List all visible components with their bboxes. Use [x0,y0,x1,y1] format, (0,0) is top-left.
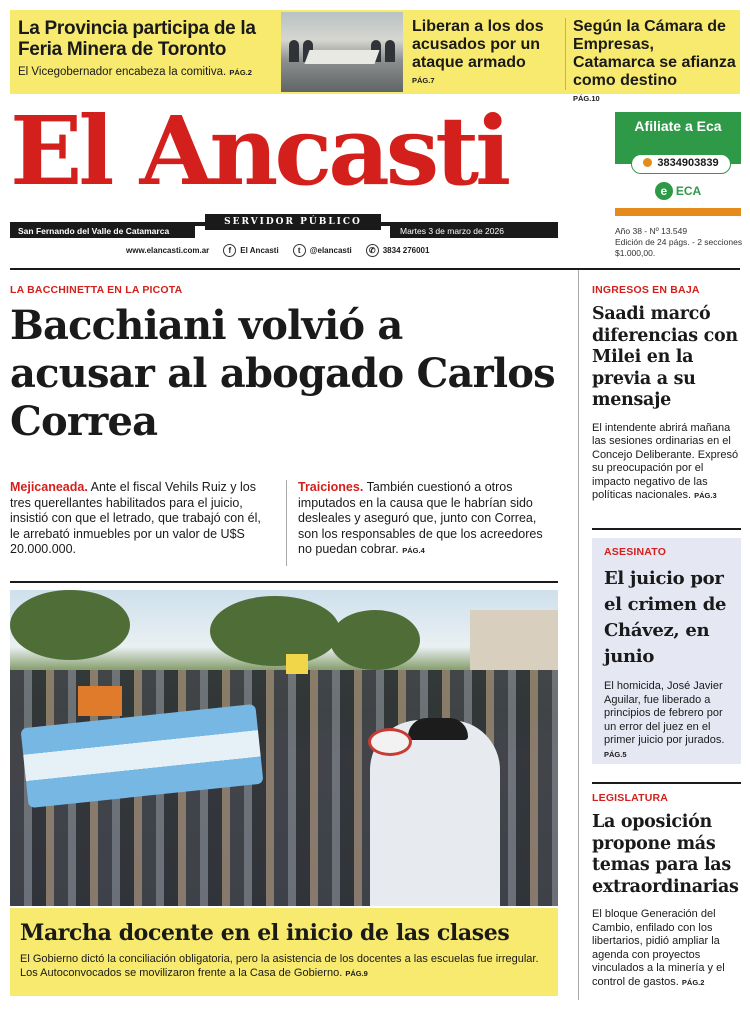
facebook-icon: f [223,244,236,257]
side-headline: El juicio por el crimen de Chávez, en junio [604,568,727,667]
divider [592,782,741,784]
facebook-link[interactable]: f El Ancasti [223,244,278,257]
page-ref: PÁG.7 [412,76,435,85]
main-headline: Bacchiani volvió a acusar al abogado Carlos Correa [10,302,555,445]
ad-stripe [615,208,741,216]
photo-story-title: Marcha docente en el inicio de las clases [20,920,510,946]
eca-advertisement[interactable] [615,112,741,216]
page-ref: PÁG.10 [573,94,600,103]
main-story-body [10,480,558,570]
side-story-saadi[interactable] [580,284,741,503]
side-kicker: LEGISLATURA [592,792,669,804]
ad-brand: e ECA [615,182,741,200]
main-kicker: LA BACCHINETTA EN LA PICOTA [10,284,183,296]
divider [10,581,558,583]
main-story[interactable] [10,284,558,446]
twitter-link[interactable]: t @elancasti [293,244,352,257]
ad-headline: Afiliate a Eca [615,112,741,164]
column-divider [286,480,287,566]
teachers-march-photo[interactable] [10,590,558,906]
teaser-subtitle: El Vicegobernador encabeza la comitiva. PÁG.2 [18,66,252,78]
side-story-legislatura[interactable] [580,792,741,989]
top-teaser-bar [10,10,740,103]
photo-story-text: El Gobierno dictó la conciliación obligatoria, pero la asistencia de los docentes a las escuelas fue irregular. Los Autoconvocados se movilizaron frente a la Casa de Gobierno. PÁG.9 [20,953,539,979]
teaser-photo-meeting [281,12,403,92]
photo-story-caption[interactable] [10,908,558,996]
edition-price: $1.000,00. [615,248,656,258]
teaser-title: Liberan a los dos acusados por un ataque armado [412,18,544,71]
side-headline: Saadi marcó diferencias con Milei en la previa a su mensaje [592,304,738,410]
side-text: El homicida, José Javier Aguilar, fue liberado a principios de febrero por un error del juez en el primer juicio por jurados. PÁG.5 [604,680,725,759]
whatsapp-icon: ✆ [366,244,379,257]
place-label: San Fernando del Valle de Catamarca [10,224,195,238]
newspaper-logo[interactable]: El Ancasti [10,96,508,207]
whatsapp-link[interactable]: ✆ 3834 276001 [366,244,430,257]
side-story-chavez[interactable] [592,538,741,764]
side-kicker: INGRESOS EN BAJA [592,284,700,296]
divider [592,528,741,530]
teaser-camara-empresas[interactable] [565,18,737,103]
teaser-title: La Provincia participa de la Feria Minera de Toronto [18,18,256,60]
edition-pages: Edición de 24 págs. - 2 secciones [615,237,743,247]
contact-row [126,242,566,258]
teaser-feria-minera[interactable] [18,18,280,78]
teaser-title: Según la Cámara de Empresas, Catamarca se afianza como destino [573,18,736,89]
main-column-1: Mejicaneada. Ante el fiscal Vehils Ruiz y los tres querellantes habilitados para el juicio, insistió con que el letrado, que trabajó con él, le arrebató inmuebles por un valor de U$S 20.000.000. [10,480,261,556]
teaser-ataque-armado[interactable] [412,18,552,85]
side-text: El bloque Generación del Cambio, enfilado con los libertarios, pidió ampliar la agenda con proyectos vinculados a la minería y el control de gastos. PÁG.2 [592,908,725,988]
edition-number: Año 38 - Nº 13.549 [615,226,688,236]
twitter-icon: t [293,244,306,257]
issue-date: Martes 3 de marzo de 2026 [390,224,558,238]
side-kicker: ASESINATO [604,546,667,558]
divider [10,268,740,270]
side-text: El intendente abrirá mañana las sesiones ordinarias en el Concejo Deliberante. Expresó su preocupación por el impacto negativo de las políticas nacionales. PÁG.3 [592,421,739,501]
masthead [10,96,565,260]
main-column-2: Traiciones. También cuestionó a otros imputados en la causa que le habrían sido desleales y aseguró que, junto con Correa, son los responsables de que los acreedores no puedan cobrar. PÁG.4 [298,480,543,556]
eca-logo-icon: e [655,182,673,200]
whatsapp-icon [643,158,652,167]
ad-phone: 3834903839 [631,154,731,174]
side-headline: La oposición propone más temas para las extraordinarias [592,812,739,897]
column-divider [578,270,579,1000]
website-link[interactable]: www.elancasti.com.ar [126,245,210,255]
megaphone-icon [368,728,412,756]
tagline: SERVIDOR PÚBLICO [205,214,381,230]
edition-info [615,226,745,259]
